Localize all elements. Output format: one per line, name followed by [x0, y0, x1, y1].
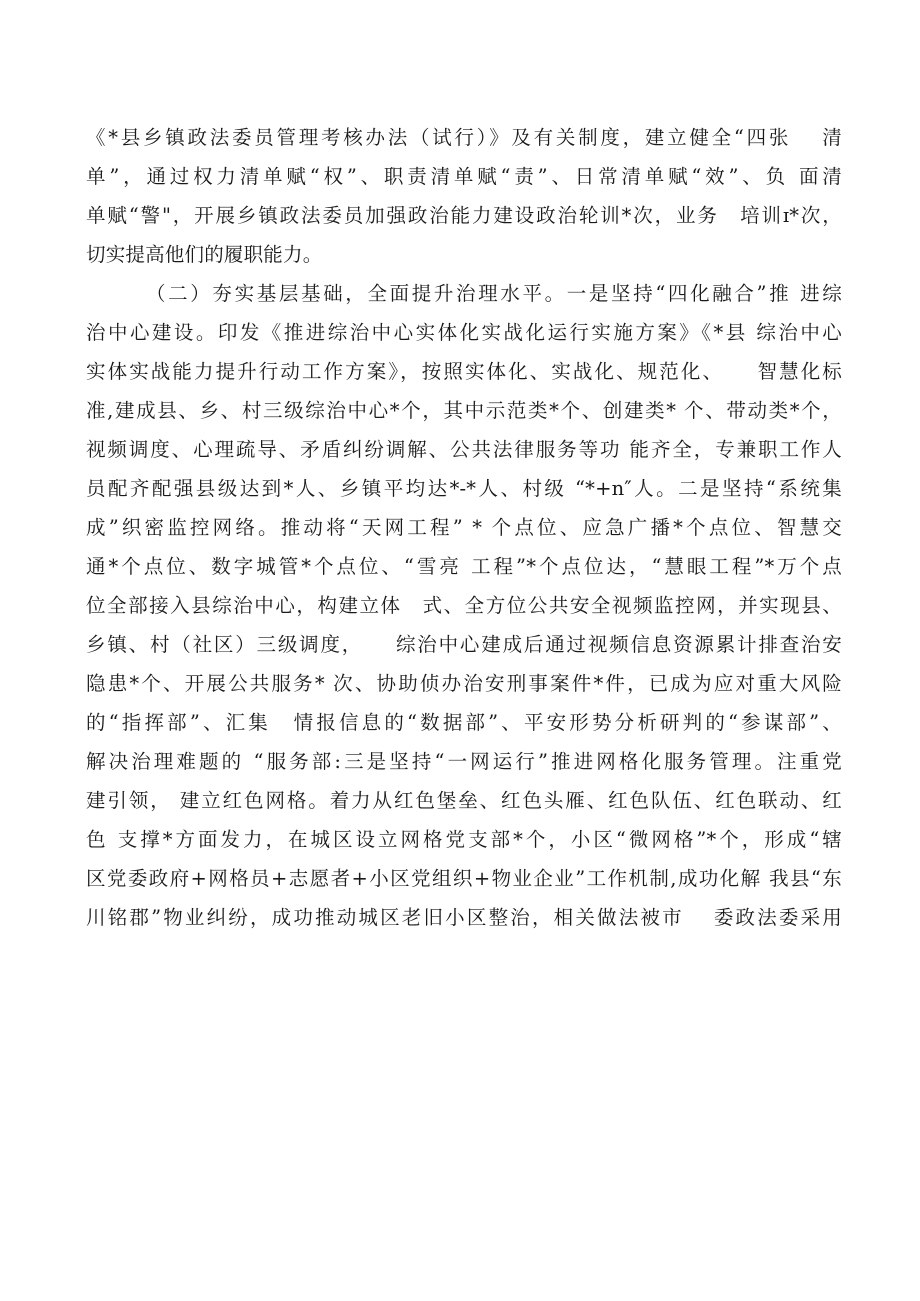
text-line: 准,建成县、乡、村三级综治中心*个，其中示范类*个、创建类* 个、带动类*个， [86, 399, 842, 422]
text-line: 通*个点位、数字城管*个点位、“雪亮 工程”*个点位达，“慧眼工程”*万个点 [86, 555, 842, 578]
text-line: 川铭郡”物业纠纷，成功推动城区老旧小区整治，相关做法被市 委政法委采用 [86, 906, 842, 929]
text-line: 色 支撑*方面发力，在城区设立网格党支部*个，小区“微网格”*个，形成“辖 [86, 828, 842, 851]
text-line: 单赋“警"，开展乡镇政法委员加强政治能力建设政治轮训*次，业务 培训ɪ*次， [86, 204, 842, 227]
text-line: 乡镇、村（社区）三级调度， 综治中心建成后通过视频信息资源累计排查治安 [86, 633, 842, 656]
text-line: 的“指挥部”、汇集 情报信息的“数据部”、平安形势分析研判的“参谋部”、 [86, 711, 842, 734]
text-line: 建引领， 建立红色网格。着力从红色堡垒、红色头雁、红色队伍、红色联动、红 [86, 789, 842, 812]
text-line: 《*县乡镇政法委员管理考核办法（试行）》及有关制度，建立健全“四张 清 [86, 126, 842, 149]
text-line: 区党委政府+网格员+志愿者+小区党组织+物业企业”工作机制,成功化解 我县“东 [86, 867, 842, 890]
text-line: 治中心建设。印发《推进综治中心实体化实战化运行实施方案》《*县 综治中心 [86, 321, 842, 344]
text-line: 员配齐配强县级达到*人、乡镇平均达*-*人、村级 “*+n″人。二是坚持“系统集 [86, 477, 842, 500]
text-line: 成”织密监控网络。推动将“天网工程” * 个点位、应急广播*个点位、智慧交 [86, 516, 842, 539]
text-line: 单”，通过权力清单赋“权”、职责清单赋“责”、日常清单赋“效”、负 面清 [86, 165, 842, 188]
document-body [86, 118, 842, 937]
text-line: 实体实战能力提升行动工作方案》，按照实体化、实战化、规范化、 智慧化标 [86, 360, 842, 383]
text-line: 隐患*个、开展公共服务* 次、协助侦办治安刑事案件*件，已成为应对重大风险 [86, 672, 842, 695]
text-line: 视频调度、心理疏导、矛盾纠纷调解、公共法律服务等功 能齐全，专兼职工作人 [86, 438, 842, 461]
paragraph-start-line: （二）夯实基层基础，全面提升治理水平。一是坚持“四化融合”推 进综 [146, 282, 842, 305]
text-line: 解决治理难题的 “服务部:三是坚持“一网运行”推进网格化服务管理。注重党 [86, 750, 842, 773]
text-line: 切实提高他们的履职能力。 [86, 243, 323, 266]
text-line: 位全部接入县综治中心，构建立体 式、全方位公共安全视频监控网，并实现县、 [86, 594, 842, 617]
